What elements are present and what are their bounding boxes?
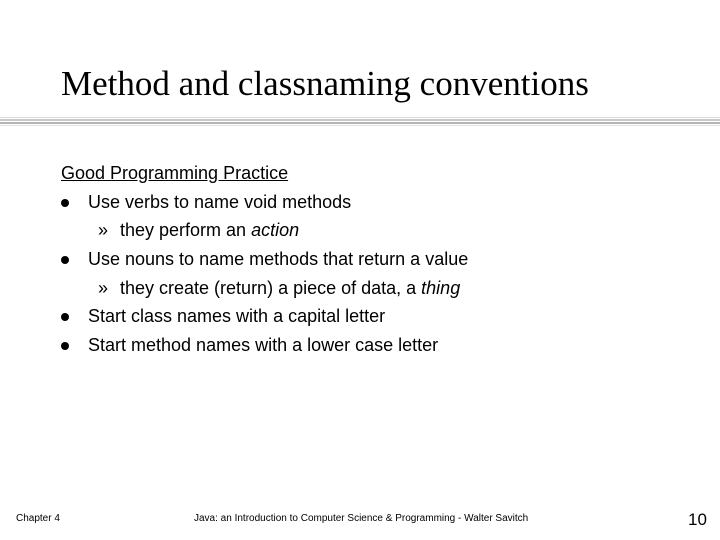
footer-chapter: Chapter 4: [16, 513, 60, 524]
divider-line: [0, 119, 720, 121]
bullet-item: [61, 331, 468, 360]
bullet-text: Use nouns to name methods that return a value: [88, 249, 469, 270]
bullet-dot-icon: [61, 256, 69, 264]
sub-bullet-item: [61, 274, 468, 303]
sub-bullet-emphasis: thing: [421, 277, 461, 298]
sub-bullet-text: they create (return) a piece of data, a: [120, 277, 422, 298]
divider-line: [0, 125, 720, 126]
sub-bullet-marker-icon: »: [98, 277, 109, 298]
slide-body: [61, 159, 468, 360]
sub-bullet-item: [61, 216, 468, 245]
footer-book-title: Java: an Introduction to Computer Science & Programming - Walter Savitch: [194, 513, 529, 524]
sub-bullet-marker-icon: »: [98, 220, 109, 241]
bullet-text: Use verbs to name void methods: [88, 191, 352, 212]
sub-bullet-text: they perform an: [120, 220, 252, 241]
divider-line: [0, 117, 720, 118]
bullet-item: [61, 245, 468, 274]
bullet-text: Start class names with a capital letter: [88, 306, 386, 327]
divider-line: [0, 122, 720, 124]
slide-title: Method and classnaming conventions: [61, 64, 589, 103]
bullet-item: [61, 302, 468, 331]
page-number: 10: [688, 510, 707, 529]
bullet-dot-icon: [61, 199, 69, 207]
bullet-item: [61, 188, 468, 217]
bullet-text: Start method names with a lower case letter: [88, 335, 439, 356]
sub-bullet-emphasis: action: [251, 220, 300, 241]
section-heading: Good Programming Practice: [61, 163, 289, 183]
